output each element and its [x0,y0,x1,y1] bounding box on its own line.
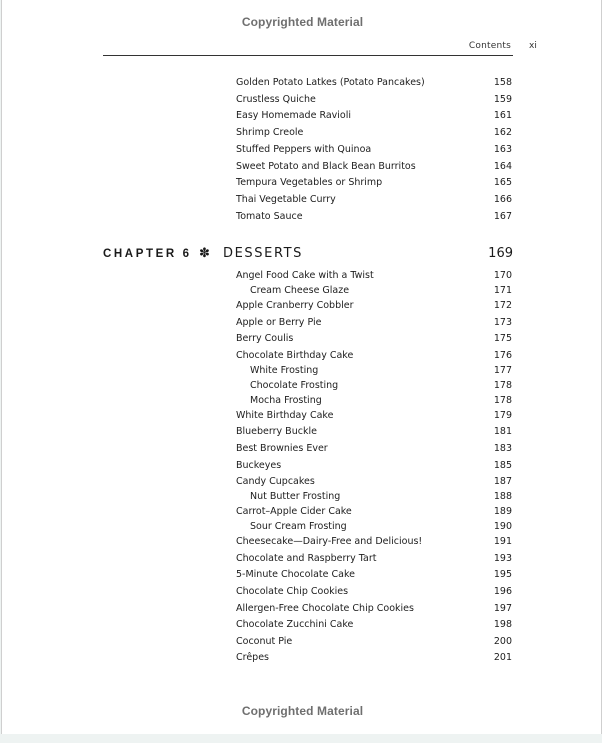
toc-entry-title: White Frosting [250,364,319,376]
toc-entry [236,193,512,207]
toc-entry-title: Allergen-Free Chocolate Chip Cookies [236,602,414,614]
toc-entry-page: 190 [493,521,512,533]
toc-entry-title: Shrimp Creole [236,127,304,139]
toc-subentry [250,379,512,393]
toc-entry-title: Cheesecake—Dairy-Free and Delicious! [236,536,423,548]
toc-entry-page: 197 [493,602,512,614]
toc-entry-page: 185 [493,459,512,471]
toc-entry [236,552,512,566]
toc-entry-title: Candy Cupcakes [236,476,315,488]
toc-entry [236,425,512,439]
toc-entry [236,535,512,549]
toc-entry-page: 162 [493,127,512,139]
toc-entry [236,459,512,473]
toc-entry-title: Angel Food Cake with a Twist [236,270,374,281]
toc-entry-title: Carrot–Apple Cider Cake [236,506,352,518]
toc-entry-page: 201 [493,652,512,664]
toc-entry [236,210,512,224]
toc-entry-page: 183 [493,443,512,454]
toc-entry-title: Berry Coulis [236,333,294,345]
toc-entry-title: Stuffed Peppers with Quinoa [236,143,372,155]
toc-entry-title: Easy Homemade Ravioli [236,110,352,122]
chapter-label: CHAPTER 6 [103,248,192,260]
toc-entry [236,299,512,313]
toc-entry-page: 166 [493,193,512,205]
toc-entry-page: 193 [493,552,512,564]
toc-entry-title: Coconut Pie [236,635,293,647]
toc-entry [236,651,512,665]
toc-entry-title: Crustless Quiche [236,93,316,105]
toc-entry-page: 164 [493,160,512,172]
toc-entry-title: Golden Potato Latkes (Potato Pancakes) [236,77,425,88]
chapter-heading [103,244,513,264]
toc-subentry [250,520,512,534]
toc-entry [236,349,512,363]
toc-entry-title: Thai Vegetable Curry [236,193,336,205]
toc-subentry [250,284,512,298]
toc-entry-page: 175 [493,333,512,345]
toc-entry [236,176,512,190]
toc-entry [236,332,512,346]
toc-entry-title: White Birthday Cake [236,409,334,421]
toc-entry-title: Sweet Potato and Black Bean Burritos [236,160,416,172]
toc-entry [236,160,512,174]
toc-entry-page: 159 [493,93,512,105]
toc-subentry [250,394,512,408]
toc-entry-title: Cream Cheese Glaze [250,285,350,296]
toc-entry-title: Chocolate and Raspberry Tart [236,552,377,564]
book-page [1,0,602,734]
toc-entry-title: Chocolate Zucchini Cake [236,619,354,631]
toc-entry-title: Nut Butter Frosting [250,491,341,503]
toc-entry-page: 161 [493,110,512,122]
toc-entry-page: 181 [493,426,512,438]
toc-entry-page: 187 [493,476,512,488]
toc-entry-page: 173 [493,316,512,328]
toc-entry [236,635,512,649]
running-head-title: Contents [468,41,511,51]
toc-entry-title: Best Brownies Ever [236,443,328,454]
chapter-page-number: 169 [488,246,513,261]
toc-entry-title: Apple or Berry Pie [236,316,322,328]
running-head [103,41,513,56]
toc-subentry [250,364,512,378]
toc-entry-page: 172 [493,300,512,311]
toc-entry [236,109,512,123]
toc-entry [236,442,512,456]
toc-entry [236,316,512,330]
toc-entry-title: Blueberry Buckle [236,426,317,438]
toc-entry [236,568,512,582]
toc-entry-page: 170 [493,270,512,281]
toc-entry-page: 188 [493,491,512,503]
toc-entry-page: 163 [493,143,512,155]
toc-subentry [250,490,512,504]
toc-entry-title: Chocolate Chip Cookies [236,586,349,597]
toc-entry [236,505,512,519]
toc-entry-title: Mocha Frosting [250,394,322,406]
toc-entry [236,602,512,616]
toc-entry-page: 167 [493,210,512,222]
toc-entry-page: 195 [493,569,512,581]
toc-entry [236,475,512,489]
toc-entry-page: 196 [493,586,512,597]
copyright-notice-bottom: Copyrighted Material [241,704,364,718]
toc-entry [236,585,512,599]
toc-entry-title: Buckeyes [236,459,282,471]
chapter-title: DESSERTS [223,246,304,261]
page-folio: xi [529,41,537,51]
toc-entry-title: Sour Cream Frosting [250,521,347,533]
toc-entry-title: 5-Minute Chocolate Cake [236,569,355,581]
toc-entry-title: Crêpes [236,652,269,664]
toc-entry [236,126,512,140]
toc-entry-page: 178 [493,394,512,406]
toc-entry-title: Tempura Vegetables or Shrimp [236,177,383,189]
toc-entry-page: 200 [493,635,512,647]
toc-entry [236,143,512,157]
toc-entry-title: Apple Cranberry Cobbler [236,300,354,311]
toc-entry-page: 176 [493,349,512,361]
toc-entry [236,618,512,632]
toc-entry-page: 165 [493,177,512,189]
toc-entry-page: 158 [493,77,512,88]
toc-entry-page: 171 [493,285,512,296]
toc-entry-title: Chocolate Frosting [250,379,339,391]
toc-entry [236,269,512,283]
toc-entry [236,93,512,107]
toc-entry-page: 177 [493,364,512,376]
toc-entry-page: 191 [493,536,512,548]
toc-entry-page: 189 [493,506,512,518]
copyright-notice-top: Copyrighted Material [241,15,364,29]
flower-icon: ✽ [199,246,210,261]
toc-entry-title: Chocolate Birthday Cake [236,349,354,361]
toc-entry-page: 178 [493,379,512,391]
toc-entry [236,76,512,90]
toc-entry [236,409,512,423]
toc-entry-page: 198 [493,619,512,631]
toc-entry-title: Tomato Sauce [236,210,303,222]
toc-entry-page: 179 [493,409,512,421]
